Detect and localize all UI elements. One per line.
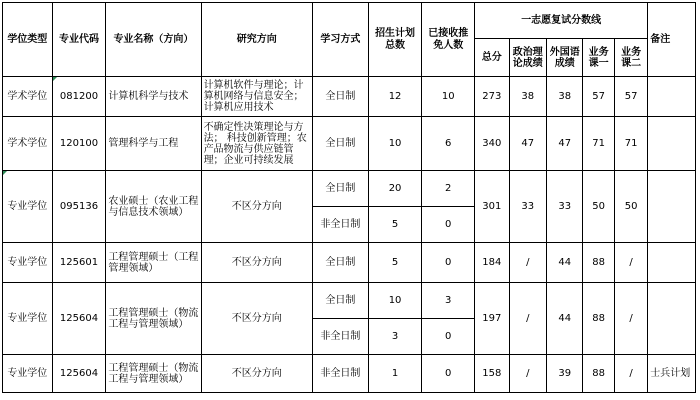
enrollment-plan-cell: 5 xyxy=(368,243,422,283)
major-name-cell: 计算机科学与技术 xyxy=(106,77,201,117)
total-score-cell: 340 xyxy=(475,117,509,171)
study-mode-cell: 全日制 xyxy=(313,171,369,207)
table-row xyxy=(3,77,696,117)
table-row xyxy=(3,355,696,393)
major-code-cell: 125604 xyxy=(52,355,106,393)
degree-type-cell: 专业学位 xyxy=(3,243,53,283)
exempt-count-cell: 0 xyxy=(422,243,475,283)
study-mode-cell: 全日制 xyxy=(313,77,369,117)
course-two-cell: / xyxy=(614,355,647,393)
total-score-cell: 184 xyxy=(475,243,509,283)
header-politics-score: 政治理论成绩 xyxy=(509,39,546,77)
politics-score-cell: 38 xyxy=(509,77,546,117)
course-one-cell: 88 xyxy=(583,355,614,393)
table-row xyxy=(3,117,696,171)
header-course-two: 业务课二 xyxy=(614,39,647,77)
header-major-code: 专业代码 xyxy=(52,3,106,77)
remark-cell: 士兵计划 xyxy=(648,355,696,393)
remark-cell xyxy=(648,171,696,243)
politics-score-cell: 33 xyxy=(509,171,546,243)
enrollment-plan-cell: 5 xyxy=(368,207,422,243)
foreign-score-cell: 44 xyxy=(547,283,583,355)
header-course-one: 业务课一 xyxy=(583,39,614,77)
header-remark: 备注 xyxy=(648,3,696,77)
enrollment-plan-cell: 1 xyxy=(368,355,422,393)
research-direction-cell: 不区分方向 xyxy=(201,243,312,283)
exempt-count-cell: 2 xyxy=(422,171,475,207)
header-enrollment-plan: 招生计划总数 xyxy=(368,3,422,77)
degree-type-cell: 专业学位 xyxy=(3,283,53,355)
research-direction-cell: 不区分方向 xyxy=(201,283,312,355)
major-name-cell: 工程管理硕士（工程管理领域） xyxy=(106,243,201,283)
remark-cell xyxy=(648,77,696,117)
header-research-direction: 研究方向 xyxy=(201,3,312,77)
enrollment-plan-cell: 12 xyxy=(368,77,422,117)
total-score-cell: 301 xyxy=(475,171,509,243)
major-code-cell: 120100 xyxy=(52,117,106,171)
table-row xyxy=(3,171,696,207)
total-score-cell: 273 xyxy=(475,77,509,117)
study-mode-cell: 全日制 xyxy=(313,117,369,171)
header-foreign-score: 外国语成绩 xyxy=(547,39,583,77)
enrollment-plan-cell: 3 xyxy=(368,319,422,355)
major-code-cell: 125604 xyxy=(52,283,106,355)
header-score-group: 一志愿复试分数线 xyxy=(475,3,648,39)
major-name-cell: 管理科学与工程 xyxy=(106,117,201,171)
remark-cell xyxy=(648,117,696,171)
header-major-name: 专业名称（方向） xyxy=(106,3,201,77)
course-two-cell: 57 xyxy=(614,77,647,117)
enrollment-plan-cell: 10 xyxy=(368,117,422,171)
course-one-cell: 71 xyxy=(583,117,614,171)
exempt-count-cell: 0 xyxy=(422,319,475,355)
header-exempt-count: 已接收推免人数 xyxy=(422,3,475,77)
major-name-cell: 农业硕士（农业工程与信息技术领域） xyxy=(106,171,201,243)
foreign-score-cell: 38 xyxy=(547,77,583,117)
header-degree-type: 学位类型 xyxy=(3,3,53,77)
table-row xyxy=(3,243,696,283)
major-name-cell: 工程管理硕士（物流工程与管理领域） xyxy=(106,355,201,393)
total-score-cell: 158 xyxy=(475,355,509,393)
degree-type-cell: 学术学位 xyxy=(3,77,53,117)
course-two-cell: / xyxy=(614,283,647,355)
research-direction-cell: 不区分方向 xyxy=(201,355,312,393)
foreign-score-cell: 47 xyxy=(547,117,583,171)
major-name-cell: 工程管理硕士（物流工程与管理领域） xyxy=(106,283,201,355)
exempt-count-cell: 0 xyxy=(422,207,475,243)
enrollment-plan-cell: 10 xyxy=(368,283,422,319)
study-mode-cell: 非全日制 xyxy=(313,319,369,355)
study-mode-cell: 非全日制 xyxy=(313,355,369,393)
politics-score-cell: / xyxy=(509,283,546,355)
header-total-score: 总分 xyxy=(475,39,509,77)
admission-score-table xyxy=(2,2,696,393)
course-one-cell: 50 xyxy=(583,171,614,243)
exempt-count-cell: 3 xyxy=(422,283,475,319)
exempt-count-cell: 0 xyxy=(422,355,475,393)
politics-score-cell: / xyxy=(509,355,546,393)
header-study-mode: 学习方式 xyxy=(313,3,369,77)
degree-type-cell: 专业学位 xyxy=(3,171,53,243)
major-code-cell: 125601 xyxy=(52,243,106,283)
table-row xyxy=(3,283,696,319)
course-one-cell: 88 xyxy=(583,283,614,355)
politics-score-cell: / xyxy=(509,243,546,283)
remark-cell xyxy=(648,283,696,355)
research-direction-cell: 不区分方向 xyxy=(201,171,312,243)
study-mode-cell: 全日制 xyxy=(313,243,369,283)
exempt-count-cell: 6 xyxy=(422,117,475,171)
enrollment-plan-cell: 20 xyxy=(368,171,422,207)
course-one-cell: 88 xyxy=(583,243,614,283)
major-code-cell: 081200 xyxy=(52,77,106,117)
remark-cell xyxy=(648,243,696,283)
foreign-score-cell: 44 xyxy=(547,243,583,283)
research-direction-cell: 不确定性决策理论与方法； 科技创新管理；农产品物流与供应链管理；企业可持续发展 xyxy=(201,117,312,171)
header-row-1 xyxy=(3,3,696,39)
total-score-cell: 197 xyxy=(475,283,509,355)
degree-type-cell: 专业学位 xyxy=(3,355,53,393)
politics-score-cell: 47 xyxy=(509,117,546,171)
course-two-cell: 71 xyxy=(614,117,647,171)
foreign-score-cell: 39 xyxy=(547,355,583,393)
exempt-count-cell: 10 xyxy=(422,77,475,117)
course-two-cell: / xyxy=(614,243,647,283)
foreign-score-cell: 33 xyxy=(547,171,583,243)
course-two-cell: 50 xyxy=(614,171,647,243)
study-mode-cell: 非全日制 xyxy=(313,207,369,243)
research-direction-cell: 计算机软件与理论；计算机网络与信息安全；计算机应用技术 xyxy=(201,77,312,117)
major-code-cell: 095136 xyxy=(52,171,106,243)
course-one-cell: 57 xyxy=(583,77,614,117)
degree-type-cell: 学术学位 xyxy=(3,117,53,171)
study-mode-cell: 全日制 xyxy=(313,283,369,319)
